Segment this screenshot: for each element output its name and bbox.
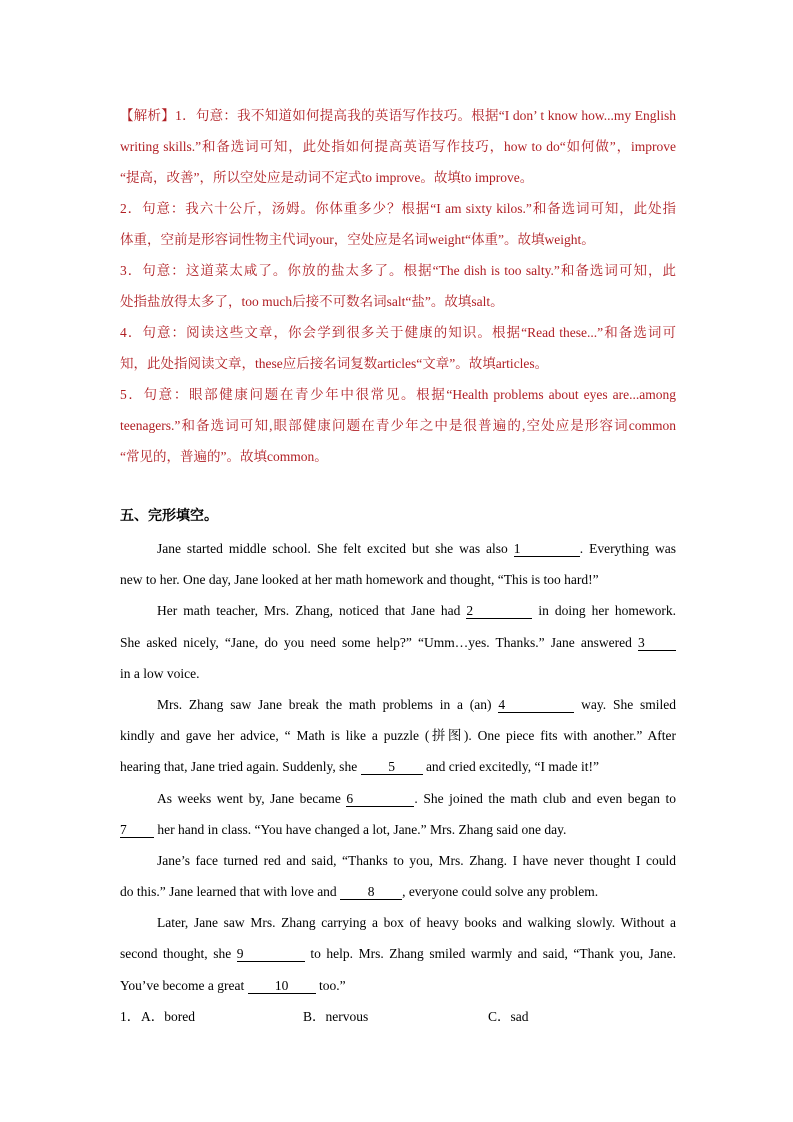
blank-7[interactable]: 7 — [120, 822, 154, 838]
analysis-line: writing skills.”和备选词可知，此处指如何提高英语写作技巧，how to do“如何做”，improve — [120, 139, 676, 154]
blank-8[interactable]: 8 — [340, 884, 402, 900]
passage-line: do this.” Jane learned that with love and 8 , everyone could solve any problem. — [120, 884, 599, 900]
answer-analysis — [120, 100, 676, 472]
passage-line: Later, Jane saw Mrs. Zhang carrying a box of heavy books and walking slowly. Without a — [157, 915, 676, 931]
analysis-line: teenagers.”和备选词可知,眼部健康问题在青少年之中是很普遍的,空处应是形容词common — [120, 418, 676, 433]
passage-line: new to her. One day, Jane looked at her math homework and thought, “This is too hard!” — [120, 572, 599, 588]
passage-line: As weeks went by, Jane became 6 . She joined the math club and even began to — [157, 790, 677, 806]
passage-line: in a low voice. — [120, 665, 200, 681]
question-number: 1． — [120, 1009, 141, 1024]
blank-3[interactable]: 3 — [638, 635, 676, 651]
analysis-line: “提高，改善”，所以空处应是动词不定式to improve。故填to improve。 — [120, 170, 534, 185]
option-b[interactable]: B．nervous — [303, 1009, 369, 1024]
analysis-line: 5．句意：眼部健康问题在青少年中很常见。根据“Health problems about eyes are...among — [120, 387, 676, 402]
analysis-line: 3．句意：这道菜太咸了。你放的盐太多了。根据“The dish is too salty.”和备选词可知，此 — [120, 263, 676, 278]
section-title: 五、完形填空。 — [120, 508, 218, 524]
passage-line: Her math teacher, Mrs. Zhang, noticed that Jane had 2 in doing her homework. — [157, 603, 677, 619]
analysis-line: 4．句意：阅读这些文章，你会学到很多关于健康的知识。根据“Read these...”和备选词可 — [120, 325, 676, 340]
blank-4[interactable]: 4 — [498, 697, 574, 713]
passage-line: hearing that, Jane tried again. Suddenly, she 5 and cried excitedly, “I made it!” — [120, 759, 599, 775]
option-a[interactable]: A．bored — [141, 1009, 195, 1024]
analysis-line: 知，此处指阅读文章，these应后接名词复数articles“文章”。故填articles。 — [120, 356, 549, 371]
cloze-passage — [120, 533, 676, 1001]
passage-line: 7 her hand in class. “You have changed a lot, Jane.” Mrs. Zhang said one day. — [120, 821, 567, 837]
blank-2[interactable]: 2 — [466, 603, 532, 619]
blank-5[interactable]: 5 — [361, 759, 423, 775]
option-c[interactable]: C．sad — [488, 1009, 529, 1024]
passage-line: She asked nicely, “Jane, do you need some help?” “Umm…yes. Thanks.” Jane answered 3 — [120, 627, 676, 658]
blank-10[interactable]: 10 — [248, 978, 316, 994]
passage-line: You’ve become a great 10 too.” — [120, 977, 346, 993]
analysis-line: 【解析】1．句意：我不知道如何提高我的英语写作技巧。根据“I don’ t know how...my English — [120, 108, 676, 123]
passage-line: Mrs. Zhang saw Jane break the math problems in a (an) 4 way. She smiled — [157, 696, 677, 712]
passage-line: Jane started middle school. She felt excited but she was also 1 . Everything was — [157, 541, 677, 556]
blank-9[interactable]: 9 — [237, 946, 305, 962]
passage-line: second thought, she 9 to help. Mrs. Zhang smiled warmly and said, “Thank you, Jane. — [120, 946, 676, 962]
blank-1[interactable]: 1 — [514, 541, 580, 557]
analysis-line: 体重，空前是形容词性物主代词your，空处应是名词weight“体重”。故填weight。 — [120, 232, 595, 247]
passage-line: kindly and gave her advice, “ Math is like a puzzle (拼图). One piece fits with another.” After — [120, 728, 676, 744]
analysis-line: 处指盐放得太多了，too much后接不可数名词salt“盐”。故填salt。 — [120, 294, 504, 309]
passage-line: Jane’s face turned red and said, “Thanks to you, Mrs. Zhang. I have never thought I could — [157, 852, 676, 868]
analysis-line: 2．句意：我六十公斤，汤姆。你体重多少？根据“I am sixty kilos.”和备选词可知，此处指 — [120, 201, 676, 216]
blank-6[interactable]: 6 — [346, 791, 414, 807]
analysis-line: “常见的，普遍的”。故填common。 — [120, 449, 328, 464]
